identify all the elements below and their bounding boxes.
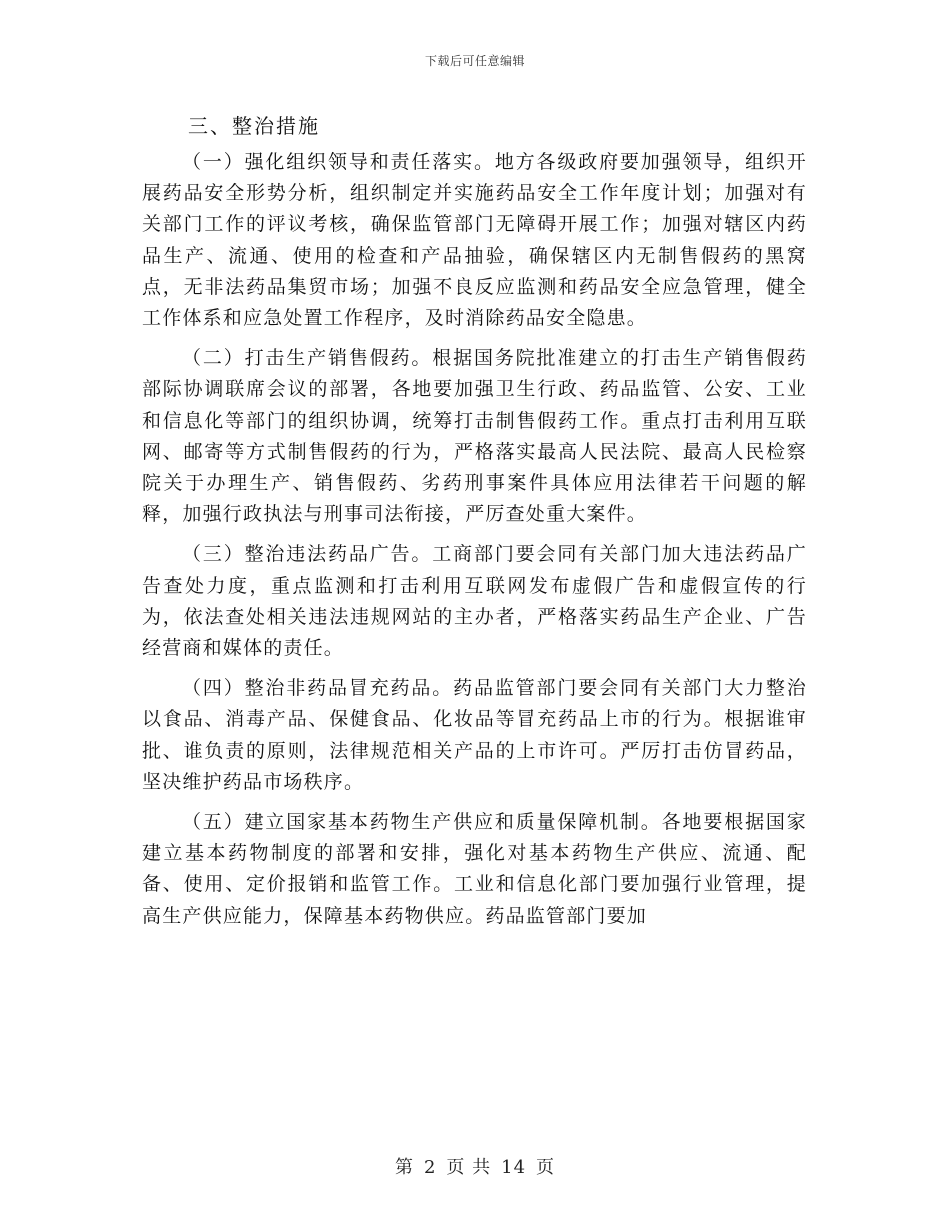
footer-suffix: 页 [536, 1157, 556, 1178]
paragraph-4: （四）整治非药品冒充药品。药品监管部门要会同有关部门大力整治以食品、消毒产品、保健食品、化妆品等冒充药品上市的行为。根据谁审批、谁负责的原则，法律规范相关产品的上市许可。严厉打击仿冒药品，坚决维护药品市场秩序。 [142, 677, 807, 793]
paragraph-5: （五）建立国家基本药物生产供应和质量保障机制。各地要根据国家建立基本药物制度的部署和安排，强化对基本药物生产供应、流通、配备、使用、定价报销和监管工作。工业和信息化部门要加强行业管理，提高生产供应能力，保障基本药物供应。药品监管部门要加 [142, 811, 807, 927]
page-header: 下载后可任意编辑 [424, 54, 525, 68]
section-heading: 三、整治措施 [188, 114, 320, 138]
footer-total-pages: 14 [501, 1157, 527, 1178]
paragraph-2: （二）打击生产销售假药。根据国务院批准建立的打击生产销售假药部际协调联席会议的部署，各地要加强卫生行政、药品监管、公安、工业和信息化等部门的组织协调，统筹打击制售假药工作。重点打击利用互联网、邮寄等方式制售假药的行为，严格落实最高人民法院、最高人民检察院关于办理生产、销售假药、劣药刑事案件具体应用法律若干问题的解释，加强行政执法与刑事司法衔接，严厉查处重大案件。 [142, 347, 807, 526]
document-body [142, 113, 807, 941]
footer-middle: 页 共 [446, 1157, 492, 1178]
paragraph-3: （三）整治违法药品广告。工商部门要会同有关部门加大违法药品广告查处力度，重点监测和打击利用互联网发布虚假广告和虚假宣传的行为，依法查处相关违法违规网站的主办者，严格落实药品生产企业、广告经营商和媒体的责任。 [142, 543, 807, 660]
footer-page-number: 2 [423, 1157, 437, 1178]
footer-prefix: 第 [394, 1157, 414, 1178]
page-footer [0, 1153, 950, 1179]
paragraph-1: （一）强化组织领导和责任落实。地方各级政府要加强领导，组织开展药品安全形势分析，组织制定并实施药品安全工作年度计划；加强对有关部门工作的评议考核，确保监管部门无障碍开展工作；加强对辖区内药品生产、流通、使用的检查和产品抽验，确保辖区内无制售假药的黑窝点，无非法药品集贸市场；加强不良反应监测和药品安全应急管理，健全工作体系和应急处置工作程序，及时消除药品安全隐患。 [142, 151, 807, 330]
